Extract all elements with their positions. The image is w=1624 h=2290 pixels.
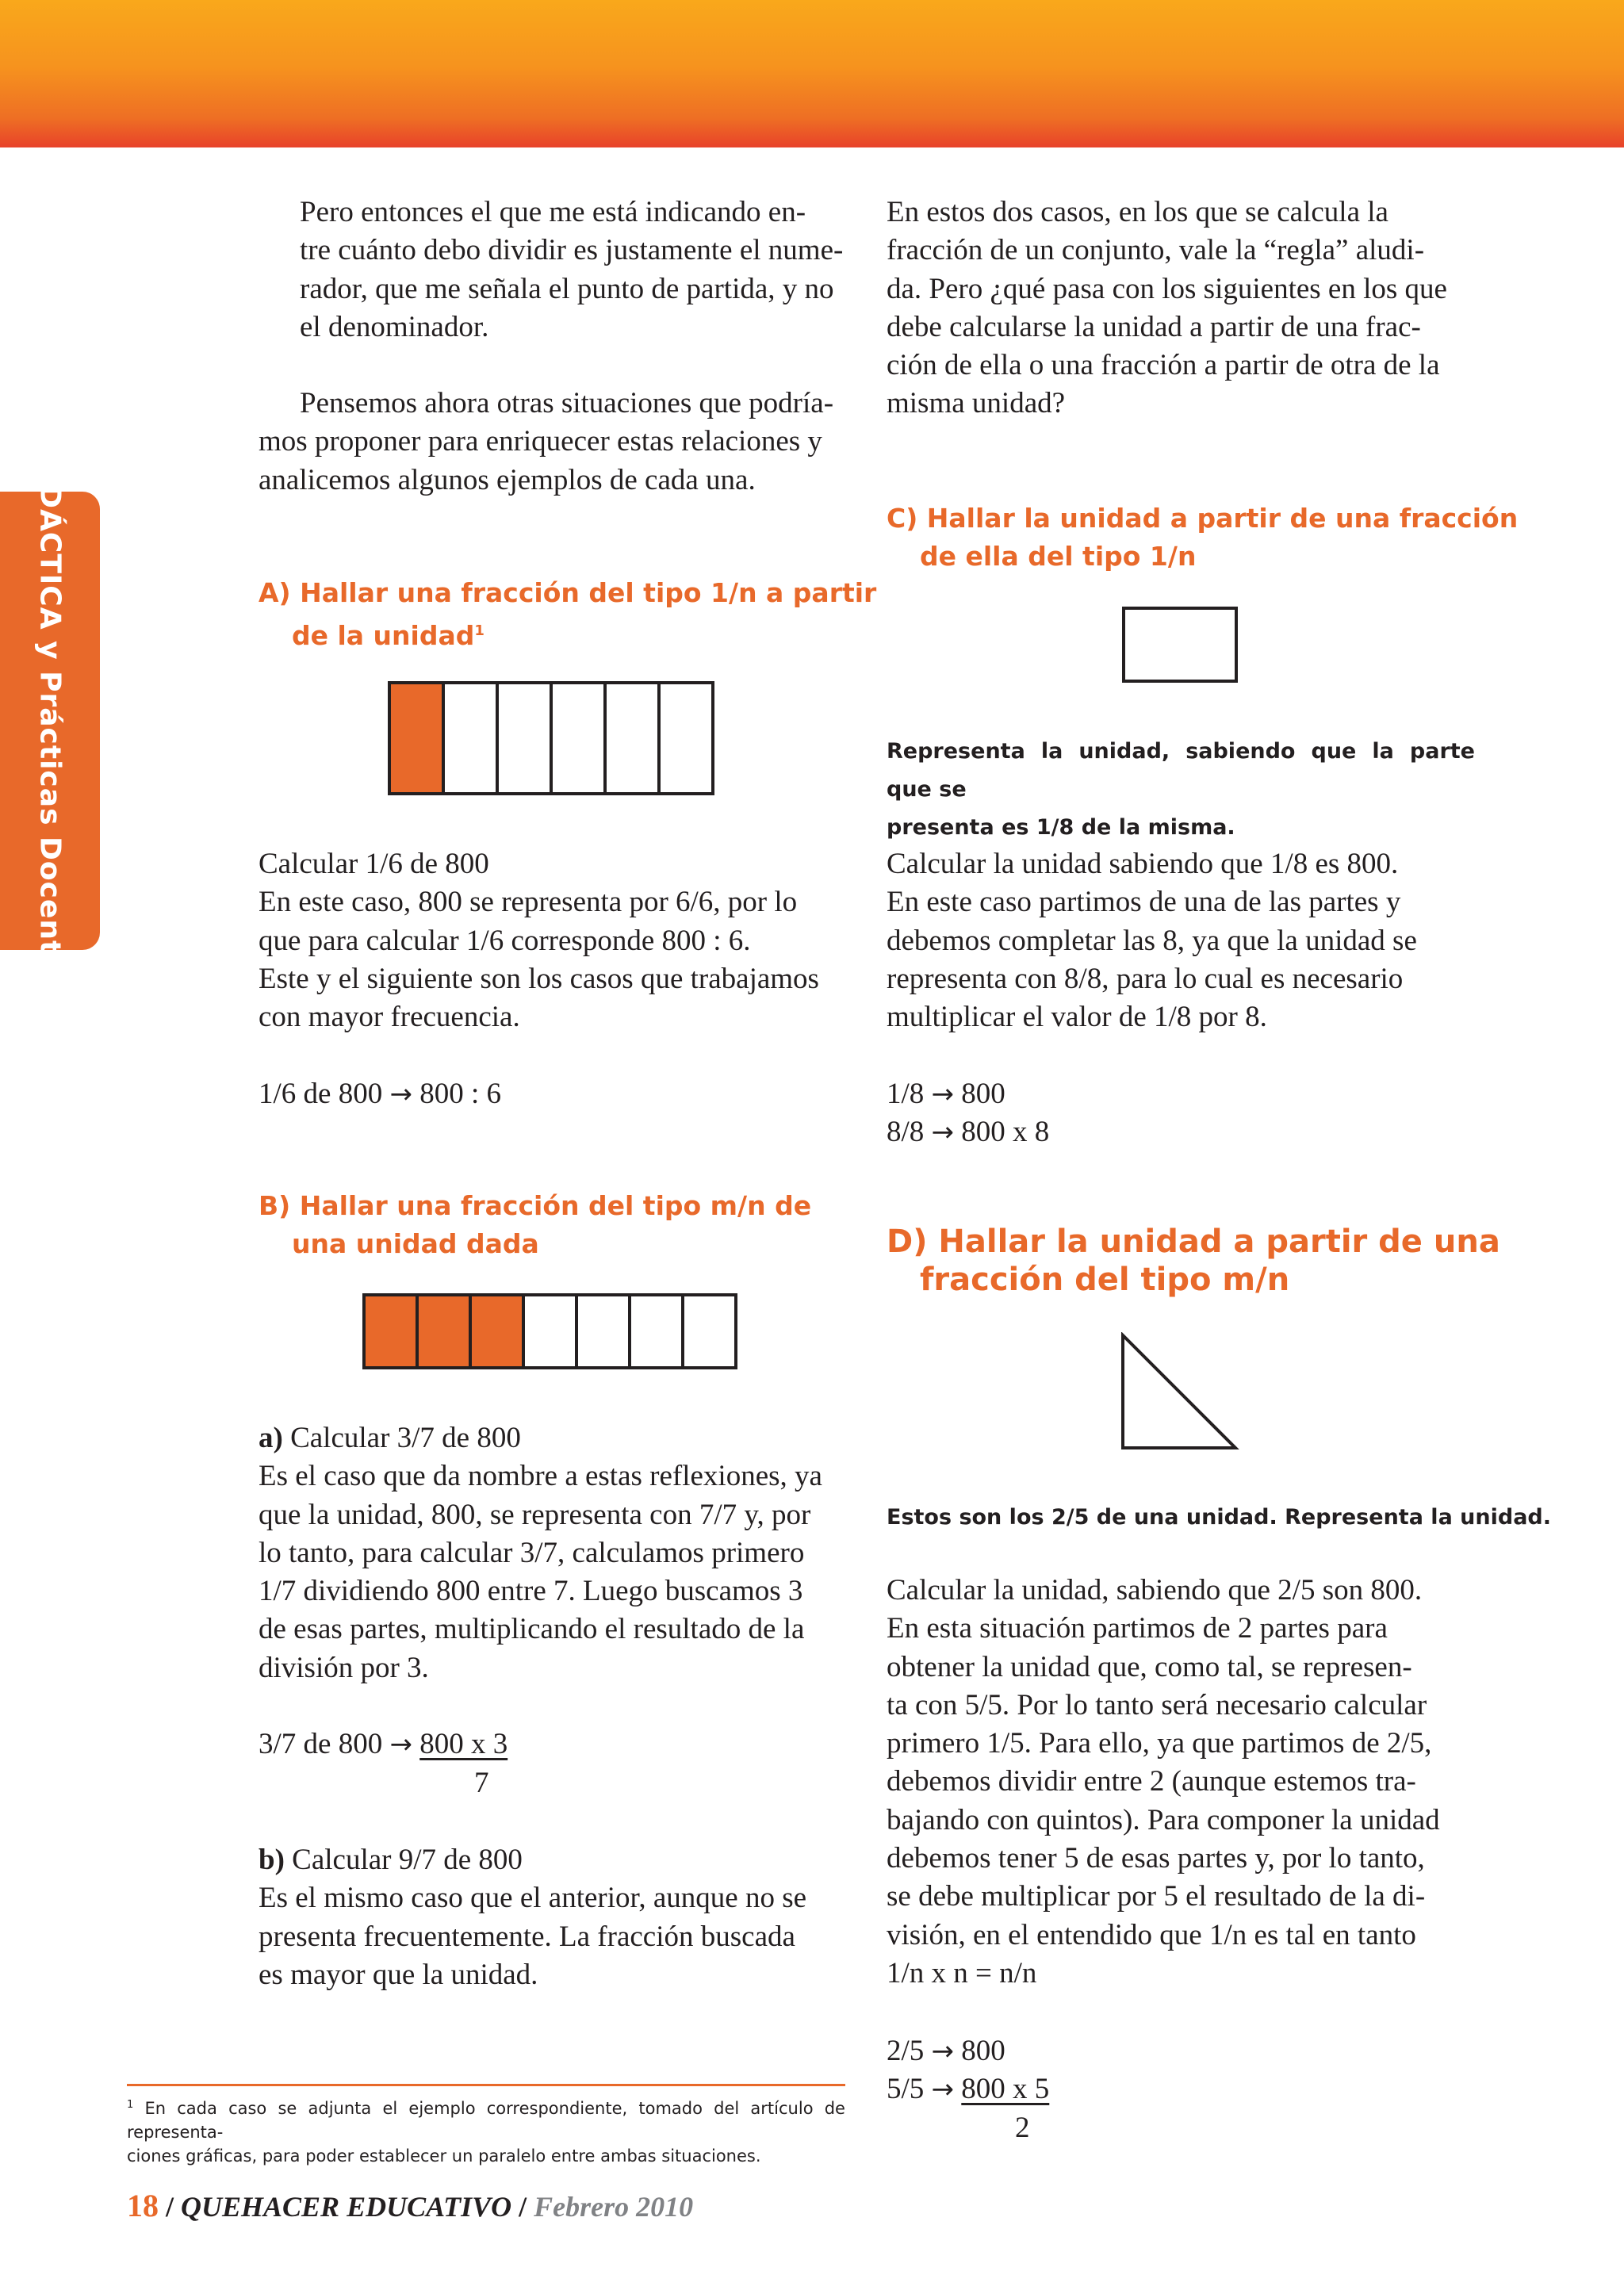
right-arrow-icon: → xyxy=(931,1078,955,1110)
heading-case-b: B) Hallar una fracción del tipo m/n de una unidad dada xyxy=(259,1190,812,1259)
figure-b-sevenths-strip xyxy=(362,1292,742,1372)
page-number: 18 xyxy=(127,2188,159,2223)
page-footer: 18 / QUEHACER EDUCATIVO / Febrero 2010 xyxy=(127,2188,694,2223)
case-a-example: 1/6 de 800 → 800 : 6 xyxy=(259,1078,501,1110)
footnote: $^1$ En cada caso se adjunta el ejemplo correspondiente, tomado del artículo de representa- ciones gráficas, para poder establecer un paralelo entre ambas situaciones. xyxy=(127,2099,845,2166)
right-arrow-icon: → xyxy=(931,2035,955,2067)
figure-a-sixths-strip xyxy=(387,680,717,798)
case-b-example: 3/7 de 800 → 800 x 3 xyxy=(259,1728,508,1760)
case-c-paragraph: Calcular la unidad sabiendo que 1/8 es 800. En este caso partimos de una de las partes y debemos completar las 8, ya que la unidad se representa con 8/8, para lo cual es necesario multiplicar el valor de 1/8 por 8. xyxy=(887,848,1417,1034)
empty-part xyxy=(630,1295,683,1368)
heading-case-a: A) Hallar una fracción del tipo 1/n a partir de la unidad$^1$ xyxy=(259,577,877,651)
intro-paragraph-2: Pensemos ahora otras situaciones que podría- mos proponer para enriquecer estas relaciones y analicemos algunos ejemplos de cada una. xyxy=(259,387,834,496)
empty-part xyxy=(659,683,713,794)
col2-intro-paragraph: En estos dos casos, en los que se calcula la fracción de un conjunto, vale la “regla” aludi- da. Pero ¿qué pasa con los siguientes en los que debe calcularse la unidad a partir de una frac- ción de ella o una fracción a partir de otra de la misma unidad? xyxy=(887,196,1447,420)
caption-case-d: Estos son los 2/5 de una unidad. Representa la unidad. xyxy=(887,1505,1552,1530)
shaded-part xyxy=(389,683,443,794)
case-a-paragraph: Calcular 1/6 de 800 En este caso, 800 se representa por 6/6, por lo que para calcular 1/6 corresponde 800 : 6. Este y el siguiente son los casos que trabajamos con mayor frecuencia. xyxy=(259,848,819,1034)
issue-date: Febrero 2010 xyxy=(534,2191,694,2223)
section-tab-label: DIDÁCTICA y Prácticas Docentes xyxy=(33,448,67,994)
empty-part xyxy=(576,1295,630,1368)
footnote-rule xyxy=(127,2084,845,2086)
figure-d-triangle xyxy=(1120,1332,1240,1453)
empty-part xyxy=(683,1295,736,1368)
publication-name: QUEHACER EDUCATIVO xyxy=(181,2191,512,2223)
right-arrow-icon: → xyxy=(389,1729,412,1760)
empty-part xyxy=(497,683,551,794)
empty-part xyxy=(551,683,605,794)
empty-part xyxy=(443,683,497,794)
right-arrow-icon: → xyxy=(931,2074,955,2106)
case-d-example: 2/5 → 800 5/5 → 800 x 5 xyxy=(887,2035,1050,2106)
case-c-example: 1/8 → 800 8/8 → 800 x 8 xyxy=(887,1078,1050,1149)
caption-case-c: Representa la unidad, sabiendo que la parte que se presenta es 1/8 de la misma. xyxy=(887,739,1475,840)
case-b-part-b: b) Calcular 9/7 de 800 Es el mismo caso que el anterior, aunque no se presenta frecuentemente. La fracción buscada es mayor que la unidad. xyxy=(259,1844,807,1991)
right-arrow-icon: → xyxy=(389,1078,412,1110)
header-band xyxy=(0,0,1624,147)
empty-part xyxy=(605,683,659,794)
heading-case-c: C) Hallar la unidad a partir de una fracción de ella del tipo 1/n xyxy=(887,503,1519,572)
right-arrow-icon: → xyxy=(931,1116,955,1149)
shaded-part xyxy=(470,1295,523,1368)
empty-part xyxy=(523,1295,576,1368)
case-b-example-denominator: 7 xyxy=(474,1767,489,1799)
intro-paragraph-1: Pero entonces el que me está indicando en- tre cuánto debo dividir es justamente el nume- rador, que me señala el punto de partida, y no el denominador. xyxy=(300,196,844,343)
shaded-part xyxy=(417,1295,470,1368)
case-d-paragraph: Calcular la unidad, sabiendo que 2/5 son 800. En esta situación partimos de 2 partes para obtener la unidad que, como tal, se represen- ta con 5/5. Por lo tanto será necesario calcular primero 1/5. Para ello, ya que partimos de 2/5, debemos dividir entre 2 (aunque estemos tra- bajando con quintos). Para componer la unidad debemos tener 5 de esas partes y, por lo tanto, se debe multiplicar por 5 el resultado de la di- visión, en el entendido que 1/n es tal en tanto 1/n x n = n/n xyxy=(887,1574,1440,1989)
case-b-part-a: a) Calcular 3/7 de 800 Es el caso que da nombre a estas reflexiones, ya que la unidad, 800, se representa con 7/7 y, por lo tanto, para calcular 3/7, calculamos primero 1/7 dividiendo 800 entre 7. Luego buscamos 3 de esas partes, multiplicando el resultado de la división por 3. xyxy=(259,1422,822,1684)
case-d-example-denominator: 2 xyxy=(1015,2112,1030,2144)
heading-case-d: D) Hallar la unidad a partir de una fracción del tipo m/n xyxy=(887,1224,1500,1298)
shaded-part xyxy=(364,1295,417,1368)
figure-c-rectangle xyxy=(1121,606,1239,684)
